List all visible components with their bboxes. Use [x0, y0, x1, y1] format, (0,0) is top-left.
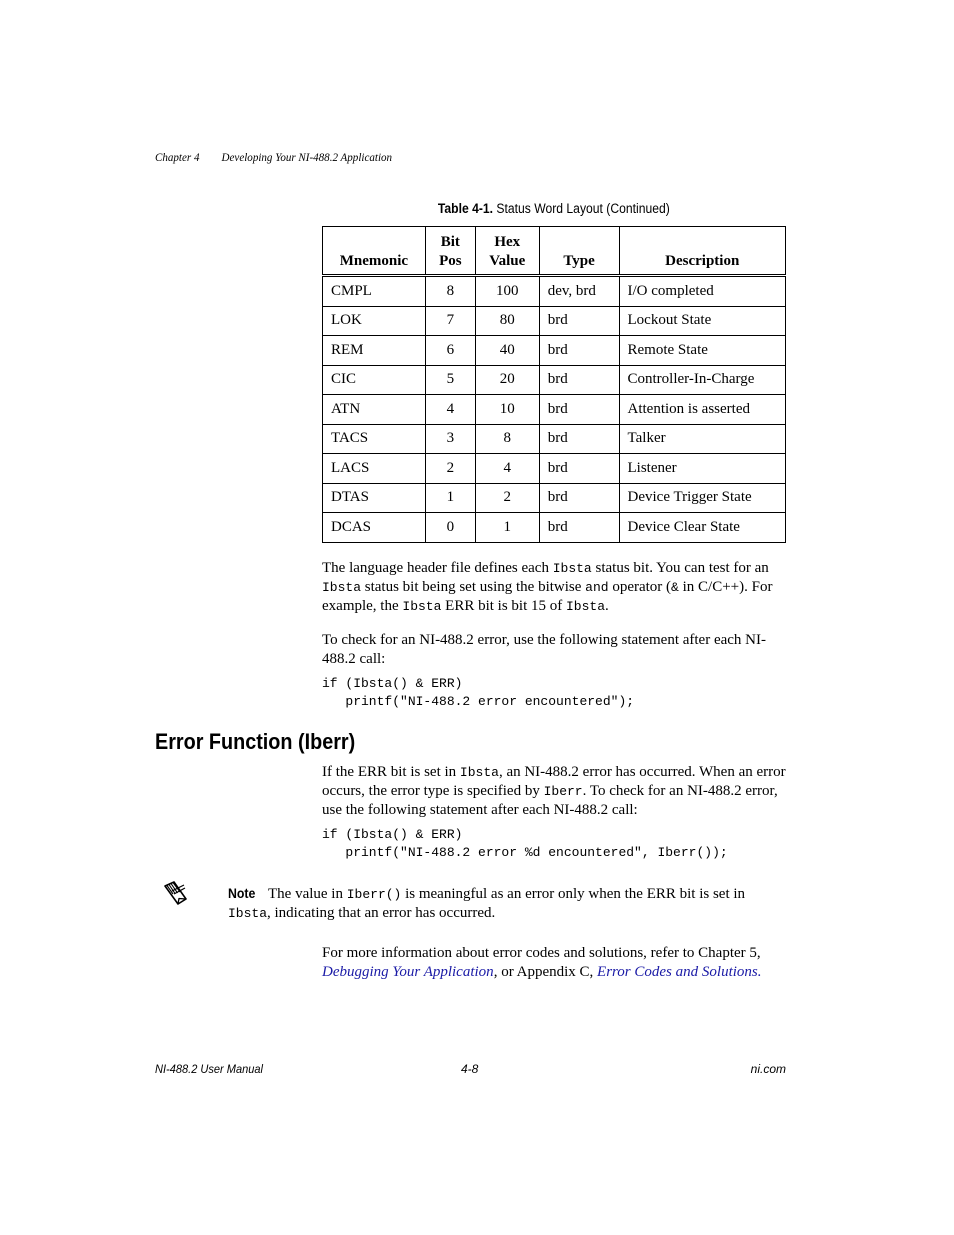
table-row	[323, 483, 786, 513]
code-ibsta: Ibsta	[228, 906, 268, 921]
cell-hex: 1	[475, 513, 539, 543]
code-ibsta: Ibsta	[459, 765, 499, 780]
cell-type: brd	[539, 365, 619, 395]
cell-bit: 2	[425, 454, 475, 484]
cell-description: Lockout State	[619, 306, 786, 336]
col-header-description: Description	[619, 227, 786, 276]
code-ampersand: &	[671, 580, 679, 595]
col-header-mnemonic: Mnemonic	[323, 227, 426, 276]
cell-description: Controller-In-Charge	[619, 365, 786, 395]
chapter-title: Developing Your NI-488.2 Application	[221, 150, 393, 164]
cell-type: brd	[539, 483, 619, 513]
cell-mnemonic: DCAS	[323, 513, 426, 543]
code-and: and	[585, 580, 609, 595]
running-header	[155, 150, 392, 165]
cell-type: brd	[539, 395, 619, 425]
note-text: The value in Iberr() is meaningful as an error only when the ERR bit is set in Ibsta, indicating that an error has occurred.	[228, 886, 746, 921]
paragraph-more-information: For more information about error codes and solutions, refer to Chapter 5, Debugging Your Application, or Appendix C, Error Codes and Solutions.	[322, 945, 762, 980]
cell-mnemonic: CMPL	[323, 276, 426, 307]
cell-description: Listener	[619, 454, 786, 484]
section-heading: Error Function (Iberr)	[155, 729, 356, 754]
note-label: Note	[228, 885, 256, 901]
footer-manual-title: NI-488.2 User Manual	[155, 1062, 263, 1076]
cell-mnemonic: CIC	[323, 365, 426, 395]
link-error-codes-and-solutions[interactable]: Error Codes and Solutions	[597, 964, 758, 980]
code-block-check-error	[322, 675, 634, 711]
table-row	[323, 395, 786, 425]
cell-hex: 100	[475, 276, 539, 307]
code-ibsta: Ibsta	[402, 599, 442, 614]
col-header-type: Type	[539, 227, 619, 276]
cell-hex: 2	[475, 483, 539, 513]
code-line: if (Ibsta() & ERR)	[322, 676, 463, 691]
cell-hex: 80	[475, 306, 539, 336]
table-row	[323, 336, 786, 366]
cell-bit: 3	[425, 424, 475, 454]
col-header-hex-value: Hex Value	[475, 227, 539, 276]
cell-hex: 4	[475, 454, 539, 484]
table-row	[323, 454, 786, 484]
cell-mnemonic: LACS	[323, 454, 426, 484]
code-ibsta: Ibsta	[566, 599, 606, 614]
cell-mnemonic: DTAS	[323, 483, 426, 513]
code-line: printf("NI-488.2 error %d encountered", Iberr());	[322, 845, 728, 860]
paragraph-iberr: If the ERR bit is set in Ibsta, an NI-488.2 error has occurred. When an error occurs, the error type is specified by Iberr. To check for an NI-488.2 error, use the following statement after each NI-488.2 call:	[322, 764, 786, 818]
table-header-row	[323, 227, 786, 276]
code-iberr: Iberr	[543, 784, 583, 799]
cell-bit: 6	[425, 336, 475, 366]
cell-hex: 8	[475, 424, 539, 454]
cell-description: Talker	[619, 424, 786, 454]
paragraph-check-error: To check for an NI-488.2 error, use the following statement after each NI-488.2 call:	[322, 632, 767, 667]
table-row	[323, 276, 786, 307]
code-iberr-call: Iberr()	[346, 887, 402, 902]
chapter-number: Chapter 4	[155, 150, 200, 164]
cell-bit: 8	[425, 276, 475, 307]
cell-description: Device Trigger State	[619, 483, 786, 513]
table-row	[323, 424, 786, 454]
code-ibsta: Ibsta	[552, 561, 592, 576]
footer-page-number: 4-8	[461, 1062, 479, 1076]
cell-bit: 0	[425, 513, 475, 543]
cell-hex: 40	[475, 336, 539, 366]
cell-mnemonic: ATN	[323, 395, 426, 425]
cell-type: brd	[539, 513, 619, 543]
cell-mnemonic: TACS	[323, 424, 426, 454]
note-pencil-icon	[162, 879, 190, 907]
code-line: printf("NI-488.2 error encountered");	[322, 694, 635, 709]
link-debugging-your-application[interactable]: Debugging Your Application	[322, 964, 494, 980]
table-row	[323, 365, 786, 395]
col-header-bit-pos: Bit Pos	[425, 227, 475, 276]
cell-bit: 1	[425, 483, 475, 513]
paragraph-ibsta-status-bits: The language header file defines each Ibsta status bit. You can test for an Ibsta status bit being set using the bitwise and operator (& in C/C++). For example, the Ibsta ERR bit is bit 15 of Ibsta.	[322, 560, 773, 614]
table-caption-text: Status Word Layout (Continued)	[496, 201, 670, 216]
table-caption	[322, 201, 786, 217]
cell-hex: 20	[475, 365, 539, 395]
cell-mnemonic: LOK	[323, 306, 426, 336]
cell-type: dev, brd	[539, 276, 619, 307]
status-word-table	[322, 226, 786, 543]
cell-type: brd	[539, 336, 619, 366]
cell-hex: 10	[475, 395, 539, 425]
cell-description: I/O completed	[619, 276, 786, 307]
cell-type: brd	[539, 454, 619, 484]
cell-description: Remote State	[619, 336, 786, 366]
cell-bit: 5	[425, 365, 475, 395]
footer-website: ni.com	[750, 1062, 786, 1076]
table-row	[323, 306, 786, 336]
cell-type: brd	[539, 306, 619, 336]
code-line: if (Ibsta() & ERR)	[322, 827, 463, 842]
table-caption-label: Table 4-1.	[438, 201, 494, 216]
cell-description: Device Clear State	[619, 513, 786, 543]
code-block-iberr	[322, 826, 728, 862]
cell-bit: 4	[425, 395, 475, 425]
cell-mnemonic: REM	[323, 336, 426, 366]
cell-description: Attention is asserted	[619, 395, 786, 425]
table-row	[323, 513, 786, 543]
code-ibsta: Ibsta	[322, 580, 362, 595]
cell-type: brd	[539, 424, 619, 454]
cell-bit: 7	[425, 306, 475, 336]
